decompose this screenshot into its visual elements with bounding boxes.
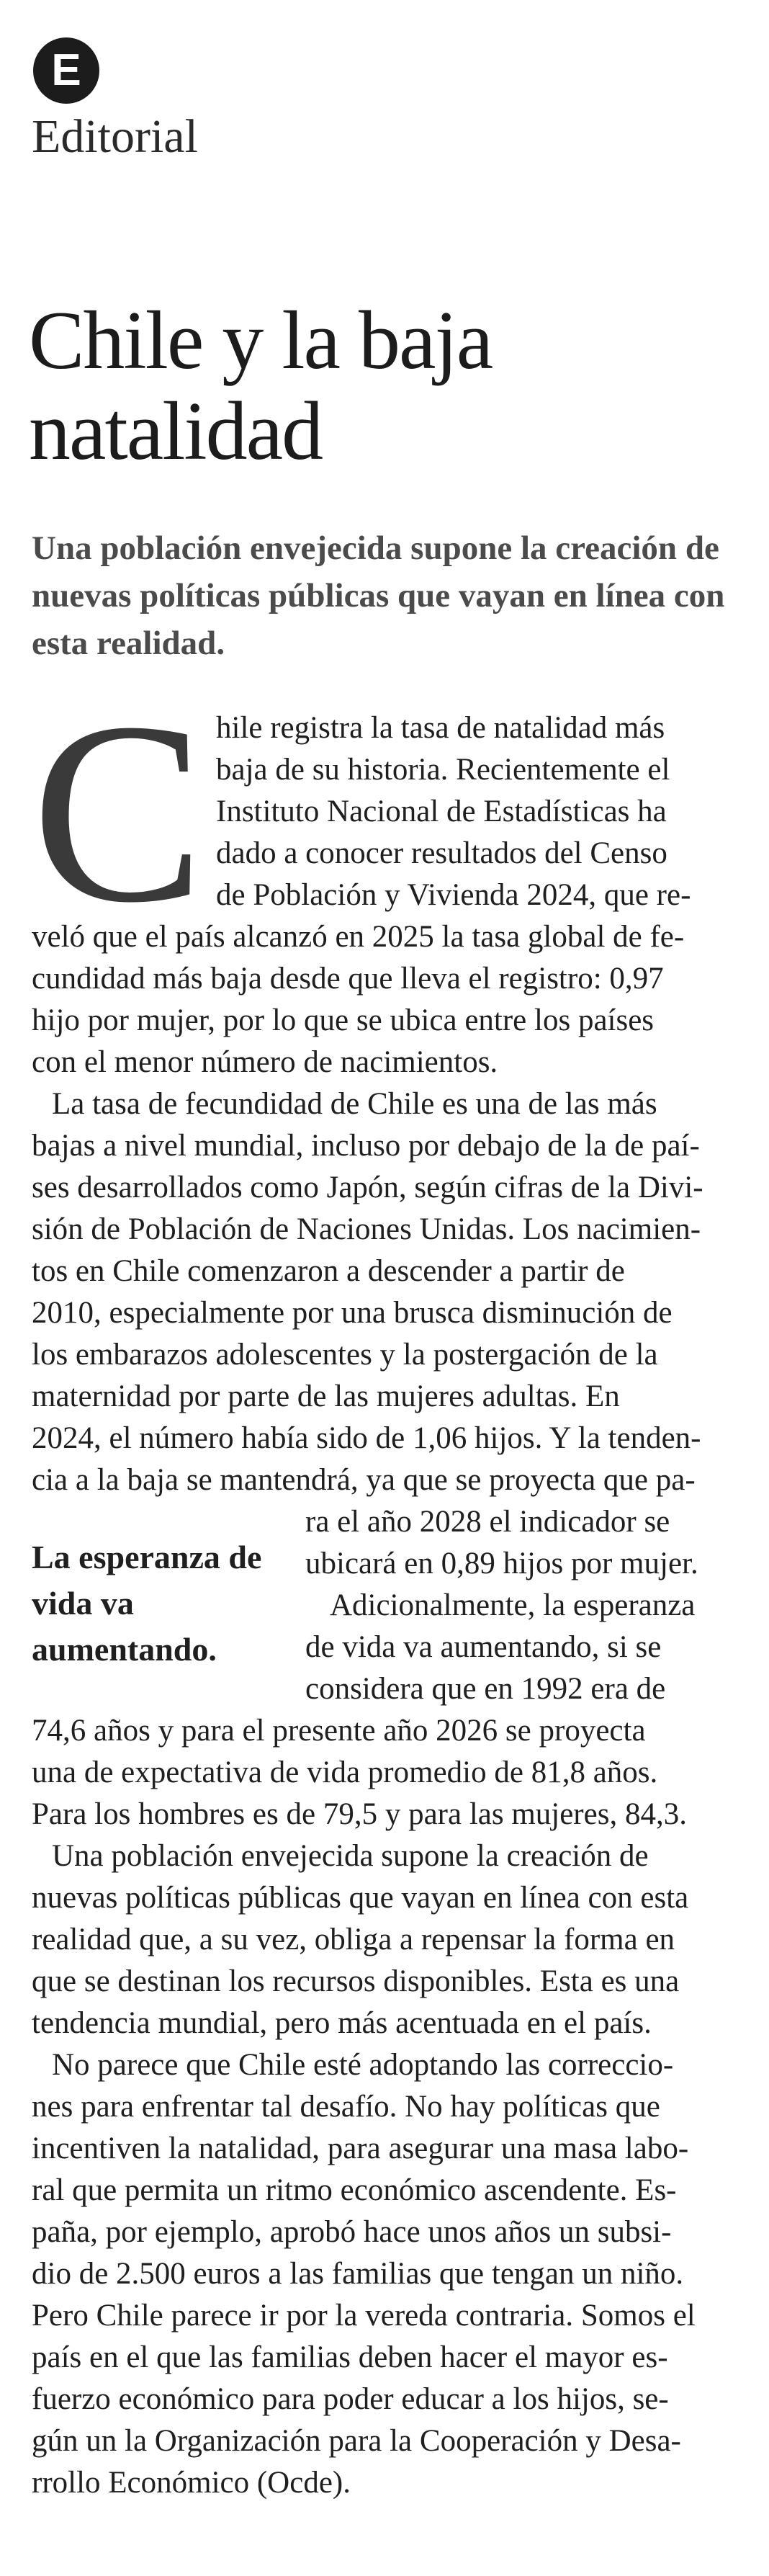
body-line: maternidad por parte de las mujeres adultas. En xyxy=(32,1379,620,1413)
body-line: ral que permita un ritmo económico ascendente. Es- xyxy=(32,2173,677,2207)
body-line: No parece que Chile esté adoptando las correccio- xyxy=(52,2048,674,2082)
body-line: con el menor número de nacimientos. xyxy=(32,1045,498,1079)
body-line: país en el que las familias deben hacer el mayor es- xyxy=(32,2340,668,2374)
body-line: 74,6 años y para el presente año 2026 se proyecta xyxy=(32,1714,646,1748)
body-line: dado a conocer resultados del Censo xyxy=(216,836,667,870)
body-line: Una población envejecida supone la creación de xyxy=(52,1839,649,1873)
body-line: paña, por ejemplo, aprobó hace unos años un subsi- xyxy=(32,2215,672,2249)
body-line: cia a la baja se mantendrá, ya que se proyecta que pa- xyxy=(32,1463,696,1497)
body-line: incentiven la natalidad, para asegurar una masa labo- xyxy=(32,2132,689,2165)
body-line: Para los hombres es de 79,5 y para las mujeres, 84,3. xyxy=(32,1797,687,1831)
body-line: Pero Chile parece ir por la vereda contraria. Somos el xyxy=(32,2299,696,2333)
body-line: gún un la Organización para la Cooperación y Desa- xyxy=(32,2424,681,2458)
body-line: una de expectativa de vida promedio de 81,8 años. xyxy=(32,1756,658,1789)
body-line: dio de 2.500 euros a las familias que tengan un niño. xyxy=(32,2257,684,2291)
body-line: cundidad más baja desde que lleva el registro: 0,97 xyxy=(32,962,664,996)
body-line: nes para enfrentar tal desafío. No hay políticas que xyxy=(32,2090,660,2124)
body-line: tendencia mundial, pero más acentuada en el país. xyxy=(32,2006,652,2040)
body-line: rrollo Económico (Ocde). xyxy=(32,2466,351,2500)
body-line: ubicará en 0,89 hijos por mujer. xyxy=(305,1547,698,1580)
body-line: Adicionalmente, la esperanza xyxy=(330,1588,696,1622)
body-line: nuevas políticas públicas que vayan en línea con esta xyxy=(32,1881,689,1915)
body-line: veló que el país alcanzó en 2025 la tasa global de fe- xyxy=(32,920,685,954)
body-line: realidad que, a su vez, obliga a repensar la forma en xyxy=(32,1923,675,1956)
body-line: hijo por mujer, por lo que se ubica entre los países xyxy=(32,1003,655,1037)
section-label: Editorial xyxy=(32,110,198,163)
body-line: de Población y Vivienda 2024, que re- xyxy=(216,878,691,912)
body-line: que se destinan los recursos disponibles. Esta es una xyxy=(32,1964,680,1998)
body-line: hile registra la tasa de natalidad más xyxy=(216,711,665,745)
body-line: 2024, el número había sido de 1,06 hijos. Y la tenden- xyxy=(32,1421,701,1455)
body-line: Instituto Nacional de Estadísticas ha xyxy=(216,795,667,828)
body-line: fuerzo económico para poder educar a los hijos, se- xyxy=(32,2382,669,2416)
drop-cap: C xyxy=(32,668,205,956)
headline: Chile y la baja natalidad xyxy=(29,295,493,478)
body-line: sión de Población de Naciones Unidas. Los nacimien- xyxy=(32,1212,701,1246)
body-line: los embarazos adolescentes y la postergación de la xyxy=(32,1338,658,1372)
section-badge-icon: E xyxy=(33,37,99,104)
body-line: de vida va aumentando, si se xyxy=(305,1630,662,1664)
body-line: ra el año 2028 el indicador se xyxy=(305,1505,670,1539)
body-line: 2010, especialmente por una brusca disminución de xyxy=(32,1296,673,1330)
body-line: baja de su historia. Recientemente el xyxy=(216,753,670,787)
body-line: tos en Chile comenzaron a descender a partir de xyxy=(32,1254,625,1288)
body-line: bajas a nivel mundial, incluso por debajo de la de paí- xyxy=(32,1129,700,1163)
body-line: ses desarrollados como Japón, según cifras de la Divi- xyxy=(32,1171,703,1204)
deck-subtitle: Una población envejecida supone la creación de nuevas políticas públicas que vayan en línea con esta realidad. xyxy=(32,529,725,662)
body-line: considera que en 1992 era de xyxy=(305,1672,666,1706)
body-line: La tasa de fecundidad de Chile es una de las más xyxy=(52,1087,657,1121)
pull-quote: La esperanza de vida va aumentando. xyxy=(32,1539,262,1668)
